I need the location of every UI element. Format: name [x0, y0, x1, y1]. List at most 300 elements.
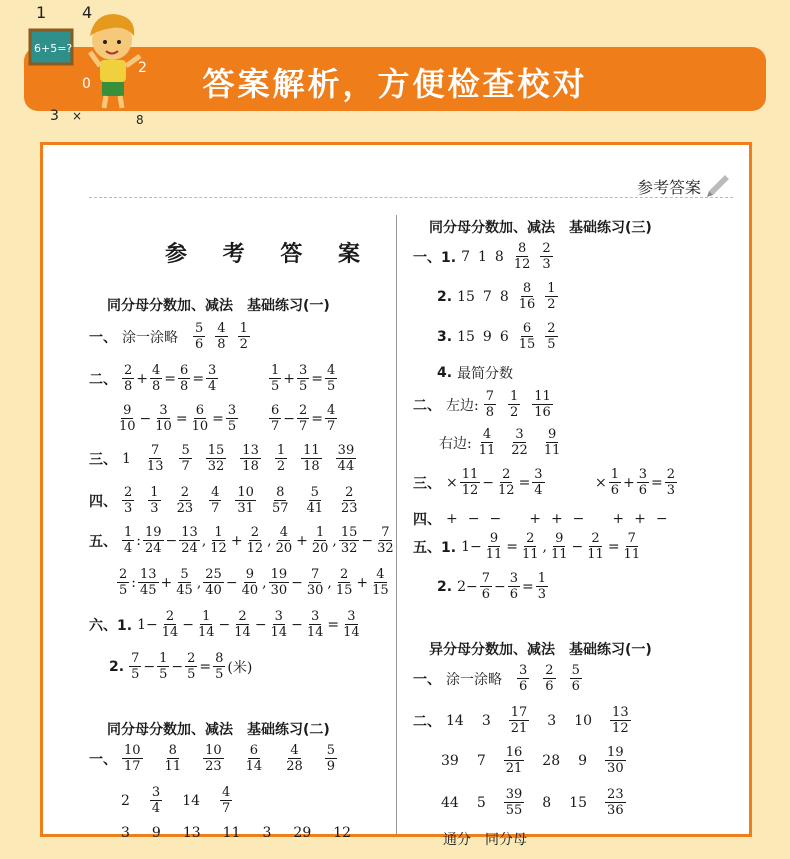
fraction	[484, 389, 496, 420]
fraction	[375, 525, 396, 556]
numerator: 7	[131, 651, 140, 666]
denominator: 3	[666, 483, 676, 498]
doodle-number: 1	[36, 3, 47, 22]
fraction	[145, 443, 166, 474]
denominator: 14	[306, 625, 324, 640]
denominator: 6	[195, 337, 204, 352]
math-token: 7	[461, 248, 470, 265]
fraction	[174, 567, 195, 598]
numerator: 9	[489, 531, 499, 546]
fraction	[150, 785, 162, 816]
denominator: 11	[587, 547, 604, 562]
math-token: −	[467, 511, 480, 527]
fraction	[122, 485, 134, 516]
fraction	[341, 609, 362, 640]
numerator: 13	[242, 443, 259, 458]
fraction	[637, 467, 649, 498]
numerator: 8	[517, 241, 527, 256]
fraction	[325, 403, 337, 434]
denominator: 11	[543, 443, 561, 458]
doodle-number: 2	[138, 60, 147, 76]
fraction	[226, 403, 238, 434]
fraction	[585, 531, 606, 562]
numerator: 8	[522, 281, 532, 296]
math-token: −	[254, 616, 267, 633]
denominator: 8	[124, 379, 133, 394]
numerator: 5	[181, 443, 190, 458]
math-token: +	[160, 574, 173, 591]
math-token: 39	[441, 752, 459, 769]
numerator: 5	[326, 743, 336, 758]
denominator: 17	[124, 759, 141, 774]
numerator: 2	[250, 525, 259, 540]
denominator: 5	[299, 379, 308, 394]
answer-row	[117, 567, 391, 598]
fraction	[543, 663, 555, 694]
fraction	[148, 485, 160, 516]
q-label: 二、	[413, 713, 441, 730]
math-token: =	[518, 474, 531, 491]
math-token: 10	[574, 712, 593, 729]
numerator: 9	[547, 427, 557, 442]
denominator: 10	[191, 419, 209, 434]
numerator: 10	[124, 743, 141, 758]
answer-row	[89, 609, 362, 640]
denominator: 30	[306, 583, 324, 598]
math-token: =	[164, 370, 177, 387]
numerator: 1	[510, 389, 519, 404]
q-label: 四、	[89, 493, 117, 510]
numerator: 4	[217, 321, 226, 336]
numerator: 3	[638, 467, 648, 482]
denominator: 5	[215, 667, 224, 682]
q-label: 一、	[413, 671, 441, 688]
numerator: 2	[591, 531, 600, 546]
answer-row	[439, 427, 562, 458]
mascot-boy-illustration	[20, 0, 160, 125]
numerator: 1	[202, 609, 211, 624]
q-label: 二、	[89, 371, 117, 388]
numerator: 3	[347, 609, 356, 624]
fraction	[508, 389, 520, 420]
math-token: +	[634, 511, 646, 527]
denominator: 23	[205, 759, 222, 774]
numerator: 5	[195, 321, 204, 336]
fraction	[508, 571, 520, 602]
numerator: 2	[339, 567, 349, 582]
math-token: −	[489, 511, 502, 527]
answer-row	[443, 829, 527, 849]
answer-row	[117, 403, 238, 434]
fraction	[179, 525, 200, 556]
fraction	[206, 363, 218, 394]
answer-row	[269, 403, 337, 434]
answer-text: 左边:	[446, 397, 479, 414]
denominator: 15	[335, 583, 353, 598]
math-token: 7	[482, 288, 492, 305]
fraction	[504, 787, 525, 818]
fraction	[509, 705, 530, 736]
numerator: 4	[152, 363, 161, 378]
chalkboard-text: 6+5=?	[34, 42, 73, 55]
denominator: 7	[327, 419, 336, 434]
numerator: 1	[537, 571, 547, 586]
numerator: 8	[276, 485, 285, 500]
answer-text: 通分 同分母	[443, 832, 527, 848]
math-token: +	[550, 511, 563, 527]
numerator: 2	[299, 403, 308, 418]
numerator: 4	[279, 525, 288, 540]
numerator: 2	[502, 467, 511, 482]
fraction	[117, 403, 138, 434]
math-token: 15	[569, 794, 588, 811]
numerator: 3	[534, 467, 543, 482]
numerator: 17	[510, 705, 528, 720]
denominator: 6	[545, 679, 554, 694]
numerator: 5	[310, 485, 319, 500]
fraction	[209, 485, 221, 516]
math-token: ,	[332, 532, 337, 549]
denominator: 6	[638, 483, 648, 498]
fraction	[480, 571, 492, 602]
denominator: 13	[146, 459, 164, 474]
numerator: 2	[238, 609, 247, 624]
numerator: 2	[124, 485, 133, 500]
q-label: 一、	[89, 751, 117, 768]
fraction	[153, 403, 174, 434]
denominator: 45	[176, 583, 193, 598]
answer-row	[413, 467, 545, 498]
denominator: 12	[246, 541, 264, 556]
q-label: 2.	[109, 658, 125, 675]
fraction	[238, 321, 250, 352]
fraction	[605, 745, 626, 776]
math-token: =	[327, 616, 340, 633]
numerator: 7	[627, 531, 636, 546]
denominator: 10	[119, 419, 136, 434]
numerator: 7	[381, 525, 390, 540]
math-token: ,	[327, 574, 332, 591]
fraction	[496, 467, 517, 498]
numerator: 39	[337, 443, 355, 458]
numerator: 3	[151, 785, 161, 800]
math-token: 15	[457, 288, 475, 305]
fraction	[297, 363, 309, 394]
math-token: =	[651, 474, 663, 491]
fraction	[549, 531, 570, 562]
math-token: (米)	[227, 659, 253, 676]
denominator: 21	[510, 721, 528, 736]
fraction	[203, 743, 224, 774]
math-token: 8	[494, 248, 504, 265]
fraction	[610, 705, 631, 736]
numerator: 9	[245, 567, 254, 582]
math-token: =	[199, 658, 212, 675]
right-column	[399, 145, 755, 848]
denominator: 3	[537, 587, 547, 602]
denominator: 5	[187, 667, 196, 682]
math-token: 14	[446, 712, 464, 729]
numerator: 10	[237, 485, 254, 500]
math-token: ×	[446, 474, 458, 491]
math-token: =	[506, 538, 518, 555]
denominator: 6	[481, 587, 490, 602]
denominator: 23	[176, 501, 194, 516]
numerator: 4	[482, 427, 492, 442]
math-token: 5	[476, 794, 486, 811]
numerator: 2	[180, 485, 189, 500]
numerator: 11	[461, 467, 479, 482]
numerator: 2	[165, 609, 175, 624]
numerator: 4	[222, 785, 231, 800]
numerator: 2	[124, 363, 133, 378]
denominator: 8	[217, 337, 226, 352]
denominator: 14	[343, 625, 360, 640]
math-token: 3	[121, 825, 130, 841]
denominator: 10	[155, 419, 172, 434]
math-token: 12	[333, 825, 352, 841]
fraction	[270, 485, 291, 516]
fraction	[215, 321, 227, 352]
denominator: 14	[161, 625, 179, 640]
fraction	[240, 567, 261, 598]
answer-row	[595, 467, 677, 498]
q-label: 一、1.	[413, 249, 457, 266]
math-token: :	[131, 574, 136, 591]
q-label: 2.	[437, 578, 453, 595]
q-label: 五、	[89, 533, 117, 550]
numerator: 9	[123, 403, 132, 418]
doodle-number: 0	[82, 76, 91, 92]
numerator: 13	[140, 567, 157, 582]
denominator: 5	[119, 583, 128, 598]
denominator: 5	[227, 419, 237, 434]
numerator: 6	[180, 363, 189, 378]
math-token: +	[612, 511, 625, 527]
numerator: 1	[239, 321, 248, 336]
fraction	[193, 321, 205, 352]
numerator: 25	[205, 567, 222, 582]
fraction	[460, 467, 481, 498]
fraction	[622, 531, 643, 562]
fraction	[536, 571, 548, 602]
answer-text: 涂一涂略	[122, 329, 178, 346]
fraction	[325, 743, 337, 774]
numerator: 2	[119, 567, 128, 582]
answer-row	[437, 321, 558, 352]
answer-text: 最简分数	[457, 366, 514, 382]
denominator: 3	[150, 501, 159, 516]
answer-row	[441, 745, 626, 776]
fraction	[301, 443, 322, 474]
numerator: 5	[571, 663, 580, 678]
denominator: 30	[270, 583, 288, 598]
numerator: 19	[145, 525, 162, 540]
numerator: 3	[515, 427, 524, 442]
fraction	[665, 467, 677, 498]
main-title: 参 考 答 案	[165, 242, 374, 267]
fraction	[122, 363, 134, 394]
fraction	[325, 363, 337, 394]
math-token: 11	[222, 825, 241, 841]
denominator: 5	[131, 667, 140, 682]
denominator: 40	[241, 583, 259, 598]
numerator: 19	[607, 745, 624, 760]
column-divider	[396, 215, 397, 834]
math-token: −	[218, 616, 231, 633]
math-token: =	[311, 370, 324, 387]
fraction	[609, 467, 621, 498]
denominator: 11	[521, 547, 539, 562]
math-token: =	[175, 410, 188, 427]
answer-row	[89, 525, 396, 556]
numerator: 10	[205, 743, 222, 758]
answer-row	[413, 705, 631, 736]
numerator: 11	[303, 443, 320, 458]
math-token: 28	[542, 752, 561, 769]
denominator: 3	[542, 257, 551, 272]
math-token: 1	[122, 450, 131, 467]
fraction	[269, 363, 281, 394]
denominator: 57	[271, 501, 289, 516]
answer-row	[437, 571, 548, 602]
fraction	[304, 485, 325, 516]
denominator: 21	[505, 761, 523, 776]
denominator: 7	[271, 419, 280, 434]
numerator: 1	[214, 525, 223, 540]
math-token: −	[139, 410, 152, 427]
numerator: 39	[505, 787, 523, 802]
q-label: 二、	[413, 397, 441, 414]
denominator: 40	[205, 583, 222, 598]
fraction	[305, 567, 326, 598]
answer-row	[441, 787, 626, 818]
numerator: 4	[376, 567, 385, 582]
q-label: 三、	[89, 451, 117, 468]
fraction	[203, 567, 224, 598]
numerator: 6	[522, 321, 532, 336]
math-token: ,	[201, 532, 207, 549]
math-token: 7	[476, 752, 486, 769]
fraction	[275, 443, 287, 474]
denominator: 30	[607, 761, 624, 776]
fraction	[117, 567, 129, 598]
math-token: −	[171, 658, 184, 675]
denominator: 11	[164, 759, 182, 774]
answer-text: 涂一涂略	[446, 671, 502, 688]
answer-row	[121, 825, 351, 841]
math-token: =	[212, 410, 224, 427]
math-token: ×	[595, 474, 607, 491]
doodle-symbol: ×	[72, 109, 83, 123]
denominator: 45	[140, 583, 157, 598]
math-token: 29	[293, 825, 312, 841]
denominator: 18	[303, 459, 320, 474]
denominator: 31	[237, 501, 254, 516]
denominator: 2	[547, 297, 556, 312]
answer-row	[89, 321, 250, 352]
fraction	[334, 567, 355, 598]
math-token: −	[655, 511, 668, 527]
math-token: ,	[262, 574, 267, 591]
denominator: 24	[145, 541, 162, 556]
math-token: −	[165, 532, 178, 549]
answer-row	[413, 531, 642, 562]
denominator: 4	[124, 541, 133, 556]
fraction	[163, 743, 184, 774]
numerator: 1	[276, 443, 286, 458]
numerator: 13	[612, 705, 629, 720]
denominator: 4	[534, 483, 543, 498]
denominator: 12	[612, 721, 629, 736]
section-title: 同分母分数加、减法 基础练习(三)	[429, 220, 652, 236]
numerator: 7	[485, 389, 494, 404]
math-token: −	[493, 578, 506, 595]
fraction	[274, 525, 295, 556]
numerator: 3	[310, 609, 320, 624]
numerator: 15	[207, 443, 225, 458]
fraction	[178, 363, 190, 394]
fraction	[232, 609, 253, 640]
numerator: 1	[271, 363, 280, 378]
fraction	[245, 525, 266, 556]
denominator: 22	[511, 443, 528, 458]
numerator: 1	[150, 485, 159, 500]
denominator: 32	[377, 541, 394, 556]
denominator: 44	[337, 459, 355, 474]
denominator: 9	[326, 759, 336, 774]
math-token: 8	[542, 794, 552, 811]
doodle-number: 3	[50, 108, 59, 124]
denominator: 23	[341, 501, 358, 516]
numerator: 1	[610, 467, 620, 482]
math-token: =	[311, 410, 324, 427]
denominator: 14	[234, 625, 251, 640]
answer-row	[413, 509, 668, 529]
numerator: 3	[227, 403, 237, 418]
answer-row	[121, 785, 232, 816]
math-token: +	[623, 474, 635, 491]
numerator: 8	[168, 743, 177, 758]
math-token: 3	[481, 712, 491, 729]
answer-text: 右边:	[439, 435, 472, 452]
denominator: 32	[207, 459, 225, 474]
denominator: 6	[610, 483, 620, 498]
math-token: ,	[542, 538, 547, 555]
numerator: 9	[555, 531, 564, 546]
numerator: 2	[345, 485, 354, 500]
math-token: 3	[547, 712, 557, 729]
math-token: 6	[499, 328, 509, 345]
math-token: −	[182, 616, 194, 633]
fraction	[310, 525, 331, 556]
fraction	[370, 567, 391, 598]
fraction	[179, 443, 191, 474]
denominator: 8	[152, 379, 161, 394]
math-token: 1−	[137, 616, 158, 633]
numerator: 2	[526, 531, 535, 546]
numerator: 3	[208, 363, 217, 378]
fraction	[235, 485, 256, 516]
numerator: 23	[607, 787, 624, 802]
fraction	[542, 427, 563, 458]
denominator: 12	[513, 257, 531, 272]
numerator: 3	[299, 363, 308, 378]
denominator: 11	[550, 547, 568, 562]
math-token: +	[230, 532, 243, 549]
denominator: 32	[340, 541, 358, 556]
denominator: 6	[519, 679, 528, 694]
